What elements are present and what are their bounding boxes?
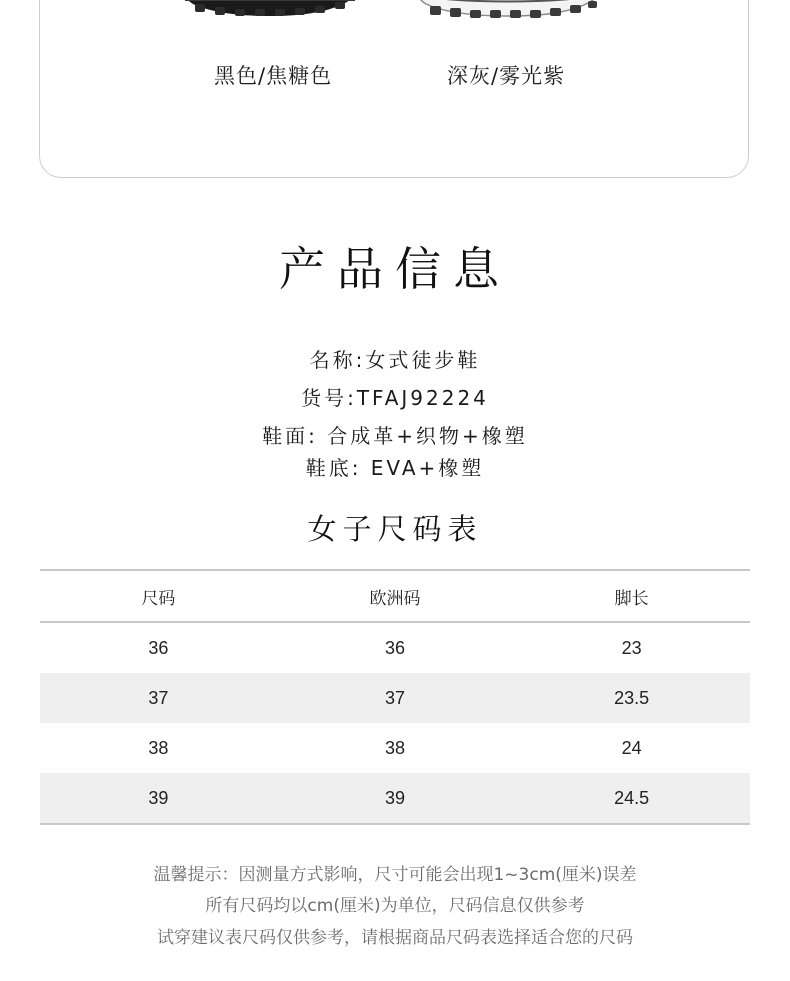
color-variant-card xyxy=(39,0,749,178)
table-row xyxy=(40,623,750,673)
eu-size-cell: 37 xyxy=(384,687,406,708)
size-chart-title: 女子尺码表 xyxy=(307,512,483,546)
product-name: 名称:女式徒步鞋 xyxy=(309,348,481,372)
foot-length-cell: 24.5 xyxy=(614,787,650,808)
size-cell: 36 xyxy=(148,637,169,658)
sizing-note-2: 所有尺码均以cm(厘米)为单位，尺码信息仅供参考 xyxy=(205,896,585,916)
sizing-note-3: 试穿建议表尺码仅供参考，请根据商品尺码表选择适合您的尺码 xyxy=(157,928,633,948)
product-sku: 货号:TFAJ92224 xyxy=(301,386,489,410)
eu-size-cell: 36 xyxy=(384,637,406,658)
foot-length-cell: 24 xyxy=(621,737,642,758)
foot-length-cell: 23.5 xyxy=(614,687,650,708)
table-row xyxy=(40,673,750,723)
eu-size-cell: 39 xyxy=(384,787,406,808)
size-cell: 37 xyxy=(148,687,169,708)
product-upper-material: 鞋面: 合成革+织物+橡塑 xyxy=(262,424,528,448)
product-sole-material: 鞋底: EVA+橡塑 xyxy=(305,456,485,480)
size-cell: 38 xyxy=(148,737,169,758)
table-row xyxy=(40,773,750,823)
shoe-black-image[interactable] xyxy=(175,0,365,22)
product-info-title: 产品信息 xyxy=(279,242,511,296)
size-chart-table xyxy=(40,569,750,825)
column-header-size: 尺码 xyxy=(141,588,176,609)
foot-length-cell: 23 xyxy=(621,637,642,658)
table-row xyxy=(40,723,750,773)
variant-label-black[interactable]: 黑色/焦糖色 xyxy=(214,64,333,88)
column-header-foot-length: 脚长 xyxy=(614,588,649,609)
column-header-eu-size: 欧洲码 xyxy=(369,588,421,609)
shoe-grey-image[interactable] xyxy=(408,0,608,22)
eu-size-cell: 38 xyxy=(384,737,406,758)
size-cell: 39 xyxy=(148,787,169,808)
sizing-note-1: 温馨提示：因测量方式影响，尺寸可能会出现1~3cm(厘米)误差 xyxy=(153,865,637,885)
variant-label-grey[interactable]: 深灰/雾光紫 xyxy=(447,64,566,88)
table-header-row xyxy=(40,571,750,623)
